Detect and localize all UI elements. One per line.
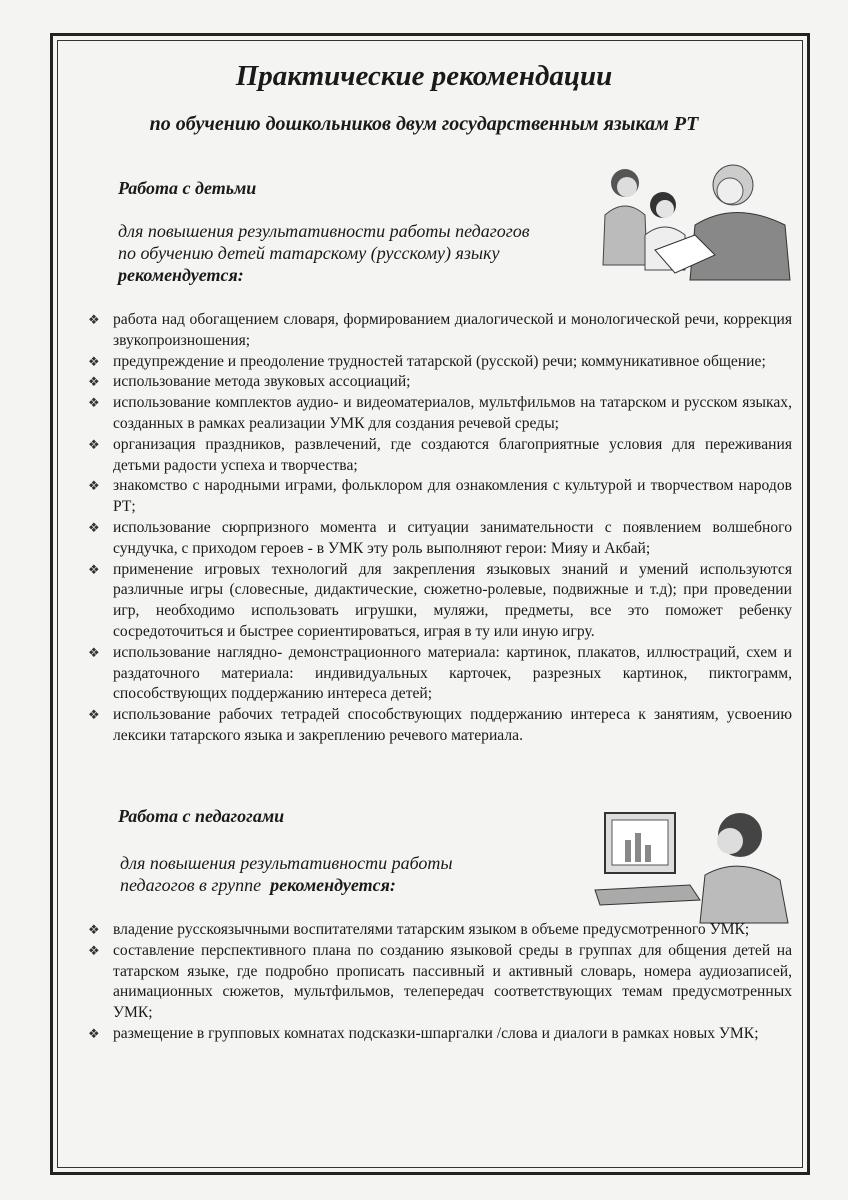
bullet-icon: ❖: [88, 1025, 100, 1041]
bullet-icon: ❖: [88, 561, 100, 577]
intro-line: для повышения результативности работы: [120, 853, 453, 873]
intro-line: педагогов в группе: [120, 875, 262, 895]
bullet-icon: ❖: [88, 374, 100, 390]
bullet-icon: ❖: [88, 644, 100, 660]
list-item: ❖ предупреждение и преодоление трудностей татарской (русской) речи; коммуникативное общение;: [88, 352, 792, 373]
list-item: ❖ использование рабочих тетрадей способствующих поддержанию интереса к занятиям, усвоению лексики татарского языка и закреплению речевого материала.: [88, 706, 792, 744]
bullet-icon: ❖: [88, 478, 100, 494]
page-title: Практические рекомендации: [235, 60, 613, 92]
recommended-label: рекомендуется:: [270, 875, 396, 895]
section-heading-teachers: Работа с педагогами: [118, 806, 285, 826]
bullet-icon: ❖: [88, 519, 100, 535]
section-intro-children: [118, 220, 530, 286]
bullet-icon: ❖: [88, 922, 100, 937]
intro-line: для повышения результативности работы педагогов: [118, 221, 530, 241]
bullet-icon: ❖: [88, 312, 100, 327]
list-item: ❖ использование сюрпризного момента и ситуации занимательности с появлением волшебного сундучка, с приходом героев - в УМК эту роль выполняют герои: Мияу и Акбай;: [88, 518, 792, 557]
bullet-icon: ❖: [88, 942, 100, 958]
bullet-icon: ❖: [88, 707, 100, 723]
bullet-icon: ❖: [88, 353, 100, 369]
list-item: ❖ знакомство с народными играми, фольклором для ознакомления с культурой и творчеством народов РТ;: [88, 477, 792, 516]
list-item: ❖ организация праздников, развлечений, где создаются благоприятные условия для переживания детьми радости успеха и творчества;: [88, 435, 792, 474]
list-item: ❖ использование наглядно- демонстрационного материала: картинок, плакатов, иллюстраций, схем и раздаточного материала: индивидуальных карточек, разрезных картинок, пиктограмм, способствующих поддержанию интереса детей;: [88, 643, 792, 703]
bullet-icon: ❖: [88, 436, 100, 452]
list-item: ❖ работа над обогащением словаря, формированием диалогической и монологической речи, коррекция звукопроизношения;: [88, 311, 792, 349]
woman-at-computer-illustration: [590, 805, 795, 925]
section-intro-teachers: [120, 852, 453, 896]
list-item: ❖ составление перспективного плана по созданию языковой среды в группах для общения детей на татарском языке, где подробно прописать пассивный и активный словарь, номера аудиозаписей, анимационных сюжетов, мультфильмов, телепередач соответствующих темам предусмотренных УМК;: [88, 941, 792, 1022]
list-item: ❖ применение игровых технологий для закрепления языковых знаний и умений используются различные игры (словесные, дидактические, сюжетно-ролевые, подвижные и т.д); при проведении игр, необходимо использовать игрушки, муляжи, предметы, все это поможет ребенку сосредоточиться и быстрее сориентироваться, играя в ту или иную игру.: [88, 560, 792, 640]
list-item: ❖ использование метода звуковых ассоциаций;: [88, 372, 792, 393]
recommended-label: рекомендуется:: [118, 265, 244, 285]
page-subtitle: по обучению дошкольников двум государственным языкам РТ: [149, 113, 699, 135]
children-recommendations-list: [88, 310, 792, 747]
teacher-reading-to-children-illustration: [585, 155, 795, 285]
list-item: ❖ размещение в групповых комнатах подсказки-шпаргалки /слова и диалоги в рамках новых УМК;: [88, 1024, 792, 1045]
list-item: ❖ использование комплектов аудио- и видеоматериалов, мультфильмов на татарском и русском языках, созданных в рамках реализации УМК для создания речевой среды;: [88, 394, 792, 432]
bullet-icon: ❖: [88, 395, 100, 411]
intro-line: по обучению детей татарскому (русскому) языку: [118, 243, 500, 263]
teachers-recommendations-list: [88, 920, 792, 1045]
list-item: ❖ владение русскоязычными воспитателями татарским языком в объеме предусмотренного УМК;: [88, 920, 792, 941]
section-heading-children: Работа с детьми: [118, 178, 257, 198]
